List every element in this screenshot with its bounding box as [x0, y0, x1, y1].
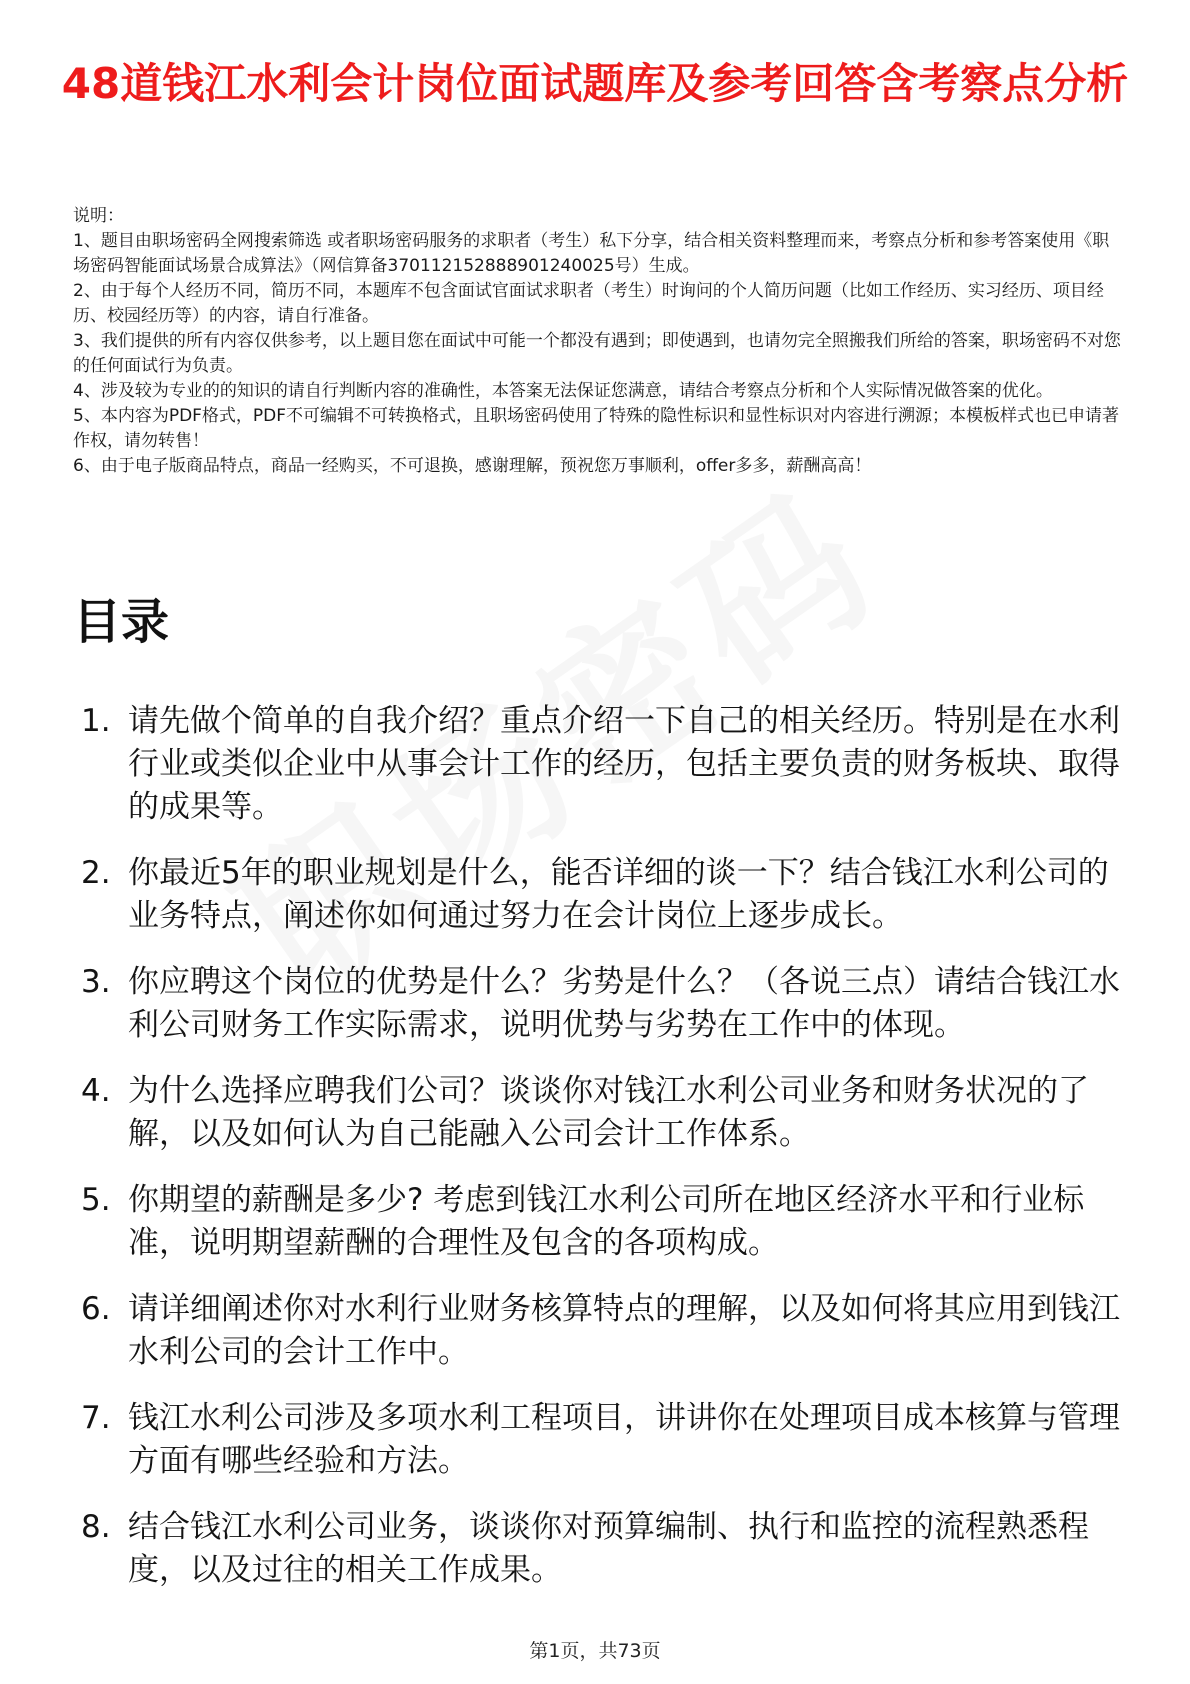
toc-item-number: 2.: [81, 855, 111, 891]
toc-item-2[interactable]: [73, 852, 1133, 938]
toc-item-number: 6.: [81, 1291, 111, 1327]
toc-item-7[interactable]: [73, 1397, 1133, 1483]
toc-item-6[interactable]: [73, 1288, 1133, 1374]
toc-item-text: 你应聘这个岗位的优势是什么？劣势是什么？（各说三点）请结合钱江水利公司财务工作实际需求，说明优势与劣势在工作中的体现。: [128, 964, 1120, 1043]
toc-list: [73, 700, 1133, 1615]
notes-section: [73, 204, 1123, 479]
note-item-1: 1、题目由职场密码全网搜索筛选 或者职场密码服务的求职者（考生）私下分享，结合相关资料整理而来，考察点分析和参考答案使用《职场密码智能面试场景合成算法》（网信算备370112152888901240025号）生成。: [73, 231, 1110, 276]
toc-item-1[interactable]: [73, 700, 1133, 829]
note-item-5: 5、本内容为PDF格式，PDF不可编辑不可转换格式，且职场密码使用了特殊的隐性标识和显性标识对内容进行溯源；本模板样式也已申请著作权，请勿转售！: [73, 406, 1120, 451]
note-item-2: 2、由于每个人经历不同，简历不同，本题库不包含面试官面试求职者（考生）时询问的个人简历问题（比如工作经历、实习经历、项目经历、校园经历等）的内容，请自行准备。: [73, 281, 1104, 326]
page-footer: 第1页，共73页: [529, 1640, 661, 1662]
toc-item-4[interactable]: [73, 1070, 1133, 1156]
toc-item-number: 8.: [81, 1509, 111, 1545]
toc-item-3[interactable]: [73, 961, 1133, 1047]
toc-item-number: 3.: [81, 964, 111, 1000]
toc-item-number: 1.: [81, 703, 111, 739]
toc-heading: 目录: [73, 594, 170, 650]
toc-item-number: 5.: [81, 1182, 111, 1218]
note-item-6: 6、由于电子版商品特点，商品一经购买，不可退换，感谢理解，预祝您万事顺利，offer多多，薪酬高高！: [73, 456, 872, 476]
note-item-4: 4、涉及较为专业的的知识的请自行判断内容的准确性，本答案无法保证您满意，请结合考察点分析和个人实际情况做答案的优化。: [73, 381, 1053, 401]
toc-item-text: 请详细阐述你对水利行业财务核算特点的理解，以及如何将其应用到钱江水利公司的会计工作中。: [128, 1291, 1120, 1370]
toc-item-text: 请先做个简单的自我介绍？重点介绍一下自己的相关经历。特别是在水利行业或类似企业中从事会计工作的经历，包括主要负责的财务板块、取得的成果等。: [128, 703, 1120, 825]
toc-item-text: 为什么选择应聘我们公司？谈谈你对钱江水利公司业务和财务状况的了解，以及如何认为自己能融入公司会计工作体系。: [128, 1073, 1089, 1152]
note-item-3: 3、我们提供的所有内容仅供参考，以上题目您在面试中可能一个都没有遇到；即使遇到，也请勿完全照搬我们所给的答案，职场密码不对您的任何面试行为负责。: [73, 331, 1121, 376]
toc-item-text: 你期望的薪酬是多少? 考虑到钱江水利公司所在地区经济水平和行业标准，说明期望薪酬的合理性及包含的各项构成。: [128, 1182, 1085, 1261]
toc-item-text: 钱江水利公司涉及多项水利工程项目，讲讲你在处理项目成本核算与管理方面有哪些经验和方法。: [128, 1400, 1120, 1479]
toc-item-number: 4.: [81, 1073, 111, 1109]
toc-item-5[interactable]: [73, 1179, 1133, 1265]
notes-label: 说明：: [73, 206, 124, 226]
document-title: 48道钱江水利会计岗位面试题库及参考回答含考察点分析: [61, 59, 1129, 108]
toc-item-8[interactable]: [73, 1506, 1133, 1592]
toc-item-number: 7.: [81, 1400, 111, 1436]
toc-item-text: 你最近5年的职业规划是什么，能否详细的谈一下？结合钱江水利公司的业务特点，阐述你如何通过努力在会计岗位上逐步成长。: [128, 855, 1109, 934]
toc-item-text: 结合钱江水利公司业务，谈谈你对预算编制、执行和监控的流程熟悉程度，以及过往的相关工作成果。: [128, 1509, 1089, 1588]
